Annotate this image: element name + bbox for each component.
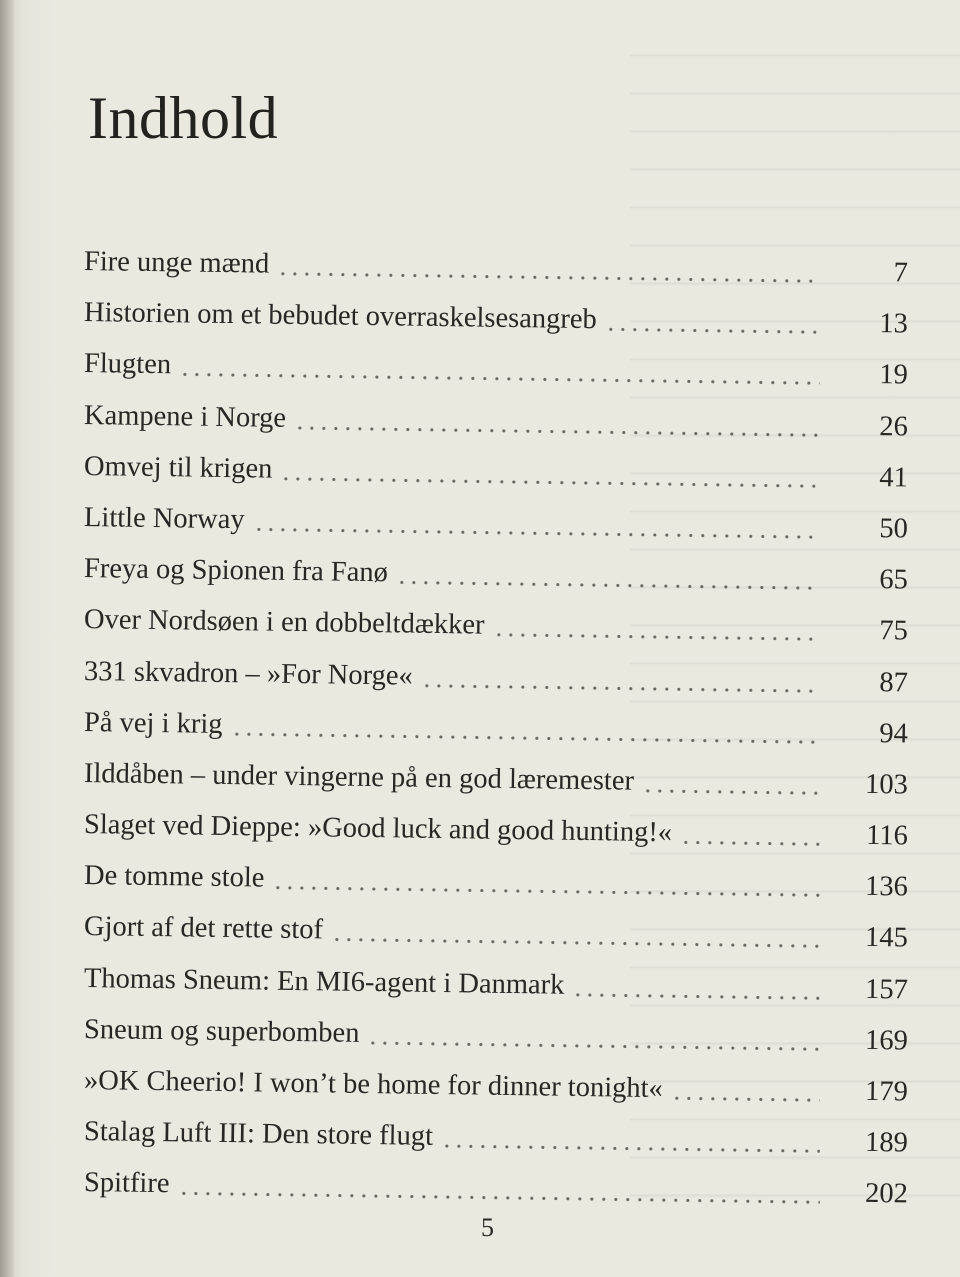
toc-entry-page: 7 xyxy=(893,256,909,289)
toc-entry-title: Sneum og superbomben xyxy=(83,1013,360,1049)
toc-entry-page: 19 xyxy=(879,359,909,391)
toc-entry-title: Historien om et bebudet overraskelsesangreb xyxy=(83,296,598,335)
page-title: Indhold xyxy=(88,85,279,151)
toc-entry-page: 169 xyxy=(864,1024,909,1056)
toc-entry xyxy=(84,1157,915,1220)
dot-leader xyxy=(396,560,820,592)
toc-entry-title: De tomme stole xyxy=(83,859,265,894)
dot-leader xyxy=(277,251,820,285)
toc-entry-page: 103 xyxy=(864,768,909,800)
dot-leader xyxy=(280,456,820,490)
toc-entry-page: 145 xyxy=(864,921,909,954)
toc-entry-title: Freya og Spionen fra Fanø xyxy=(83,552,389,588)
toc-entry-page: 87 xyxy=(879,666,909,698)
toc-entry-title: Fire unge mænd xyxy=(83,245,270,280)
page-number: 5 xyxy=(481,1213,494,1242)
dot-leader xyxy=(605,307,820,336)
toc-entry-title: Spitfire xyxy=(83,1166,170,1200)
dot-leader xyxy=(294,405,820,438)
toc-entry-title: Flugten xyxy=(83,347,172,381)
dot-leader xyxy=(230,711,820,745)
toc-entry-page: 26 xyxy=(879,410,909,442)
toc-entry-title: På vej i krig xyxy=(83,706,223,740)
toc-entry-title: Omvej til krigen xyxy=(83,450,273,484)
toc-entry-title: Thomas Sneum: En MI6-agent i Danmark xyxy=(83,962,565,1000)
dot-leader xyxy=(441,1124,820,1155)
toc-entry-page: 41 xyxy=(879,461,909,493)
toc-entry-page: 189 xyxy=(864,1126,909,1159)
toc-entry-title: Kampene i Norge xyxy=(83,399,287,433)
dot-leader xyxy=(252,507,820,541)
toc-entry-title: Gjort af det rette stof xyxy=(83,911,324,946)
table-of-contents xyxy=(84,236,914,1209)
toc-entry-page: 157 xyxy=(864,973,909,1005)
dot-leader xyxy=(331,917,820,950)
toc-entry-page: 75 xyxy=(879,615,909,647)
dot-leader xyxy=(671,1076,820,1104)
dot-leader xyxy=(642,768,820,796)
dot-leader xyxy=(179,352,820,387)
toc-entry-page: 50 xyxy=(879,512,909,545)
toc-entry-page: 202 xyxy=(864,1177,909,1210)
toc-entry-title: Stalag Luft III: Den store flugt xyxy=(83,1115,434,1152)
toc-entry-title: Little Norway xyxy=(83,501,245,535)
toc-entry-page: 136 xyxy=(864,870,909,903)
dot-leader xyxy=(572,972,820,1001)
dot-leader xyxy=(680,820,820,848)
toc-entry-title: Ilddåben – under vingerne på en god læremester xyxy=(83,757,635,797)
toc-entry-title: Over Nordsøen i en dobbeltdækker xyxy=(83,603,485,641)
toc-entry-page: 179 xyxy=(864,1075,909,1108)
toc-entry-title: »OK Cheerio! I won’t be home for dinner tonight« xyxy=(83,1064,664,1104)
toc-entry-title: 331 skvadron – »For Norge« xyxy=(83,655,413,691)
dot-leader xyxy=(272,865,820,899)
toc-entry-title: Slaget ved Dieppe: »Good luck and good hunting!« xyxy=(83,808,673,848)
toc-entry-page: 94 xyxy=(879,717,909,749)
toc-entry-page: 116 xyxy=(866,819,909,852)
toc-entry-page: 13 xyxy=(879,307,909,340)
dot-leader xyxy=(492,613,820,644)
toc-entry-page: 65 xyxy=(879,563,909,596)
dot-leader xyxy=(177,1171,820,1206)
book-spine-shadow xyxy=(0,0,14,1277)
dot-leader xyxy=(367,1020,820,1052)
dot-leader xyxy=(421,663,821,695)
